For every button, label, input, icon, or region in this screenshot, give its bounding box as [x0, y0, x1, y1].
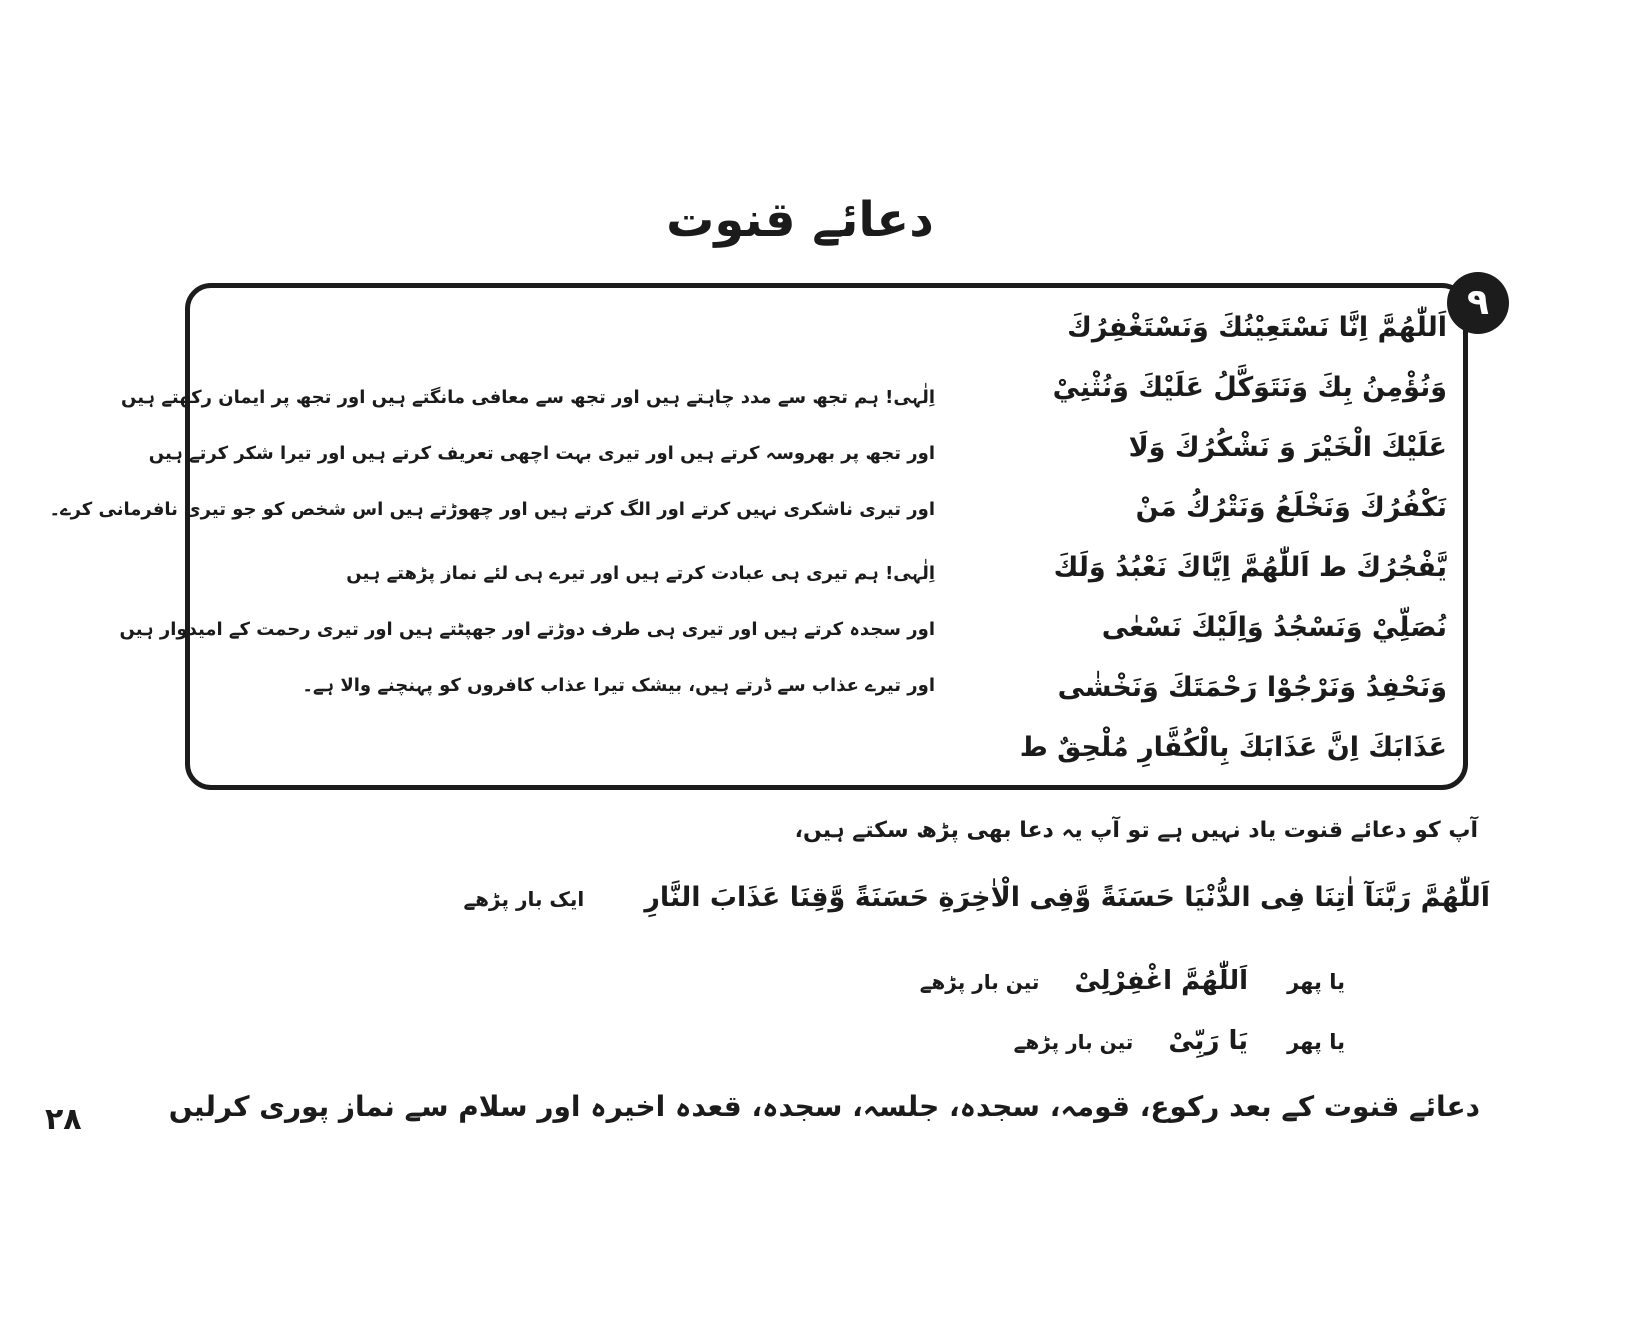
alternative-dua-intro: آپ کو دعائے قنوت یاد نہیں ہے تو آپ یہ دعا بھی پڑھ سکتے ہیں، — [794, 818, 1478, 843]
alt-option-line-ighfirli — [920, 966, 1345, 996]
closing-instruction: دعائے قنوت کے بعد رکوع، قومہ، سجدہ، جلسہ، سجدہ، قعدہ اخیرہ اور سلام سے نماز پوری کرلیں — [168, 1090, 1480, 1123]
arabic-line: اَللّٰهُمَّ اِنَّا نَسْتَعِيْنُكَ وَنَسْتَغْفِرُكَ — [1067, 312, 1447, 343]
read-thrice-note: تین بار پڑھے — [1013, 1030, 1134, 1054]
arabic-line: وَنُؤْمِنُ بِكَ وَنَتَوَكَّلُ عَلَيْكَ وَنُثْنِيْ — [1052, 372, 1447, 403]
arabic-line: عَذَابَكَ اِنَّ عَذَابَكَ بِالْكُفَّارِ مُلْحِقٌ ط — [1019, 732, 1447, 763]
urdu-translation-line: اور سجدہ کرتے ہیں اور تیری ہی طرف دوڑتے اور جھپٹتے ہیں اور تیری رحمت کے امیدوار ہیں — [119, 619, 935, 640]
arabic-prayer-column — [932, 298, 1447, 778]
urdu-translation-line: اِلٰہی! ہم تیری ہی عبادت کرتے ہیں اور تیرے ہی لئے نماز پڑھتے ہیں — [346, 563, 935, 584]
rabbana-dua-line — [463, 882, 1490, 913]
urdu-translation-line: اور تجھ پر بھروسہ کرتے ہیں اور تیری بہت اچھی تعریف کرتے ہیں اور تیرا شکر کرتے ہیں — [148, 443, 935, 464]
arabic-line: نَكْفُرُكَ وَنَخْلَعُ وَنَتْرُكُ مَنْ — [1135, 492, 1447, 523]
read-once-note: ایک بار پڑھے — [463, 887, 585, 911]
arabic-line: وَنَحْفِدُ وَنَرْجُوْا رَحْمَتَكَ وَنَخْشٰى — [1057, 672, 1447, 703]
urdu-translation-line: اور تیری ناشکری نہیں کرتے اور الگ کرتے ہیں اور چھوڑتے ہیں اس شخص کو جو تیری نافرمانی کرے۔ — [49, 499, 935, 520]
allahumma-ighfirli-arabic: اَللّٰهُمَّ اغْفِرْلِیْ — [1074, 966, 1248, 996]
read-thrice-note: تین بار پڑھے — [919, 970, 1040, 994]
arabic-line: عَلَيْكَ الْخَيْرَ وَ نَشْكُرُكَ وَلَا — [1128, 432, 1447, 463]
rabbana-arabic-text: اَللّٰهُمَّ رَبَّنَآ اٰتِنَا فِى الدُّنْيَا حَسَنَةً وَّفِى الْاٰخِرَةِ حَسَنَةً وَّقِنَا عَذَابَ النَّارِ — [644, 882, 1490, 913]
urdu-translation-line: اِلٰہی! ہم تجھ سے مدد چاہتے ہیں اور تجھ سے معافی مانگتے ہیں اور تجھ پر ایمان رکھتے ہیں — [121, 387, 935, 408]
ya-phir-label: یا پھر — [1287, 1030, 1345, 1054]
arabic-line: نُصَلِّيْ وَنَسْجُدُ وَاِلَيْكَ نَسْعٰى — [1101, 612, 1447, 643]
prayer-box — [49, 282, 1489, 790]
urdu-translation-line: اور تیرے عذاب سے ڈرتے ہیں، بیشک تیرا عذاب کافروں کو پہنچنے والا ہے۔ — [302, 675, 935, 696]
ya-phir-label: یا پھر — [1287, 970, 1345, 994]
urdu-translation-column — [49, 370, 935, 714]
arabic-line: يَّفْجُرُكَ ط اَللّٰهُمَّ اِيَّاكَ نَعْبُدُ وَلَكَ — [1053, 552, 1447, 583]
alt-option-line-ya-rabbi — [1014, 1026, 1345, 1056]
prayer-number-badge: ۹ — [1447, 272, 1509, 334]
ya-rabbi-arabic: یَا رَبِّیْ — [1168, 1026, 1248, 1056]
page-title: دعائے قنوت — [666, 192, 934, 248]
page-number: ۲۸ — [45, 1102, 82, 1137]
